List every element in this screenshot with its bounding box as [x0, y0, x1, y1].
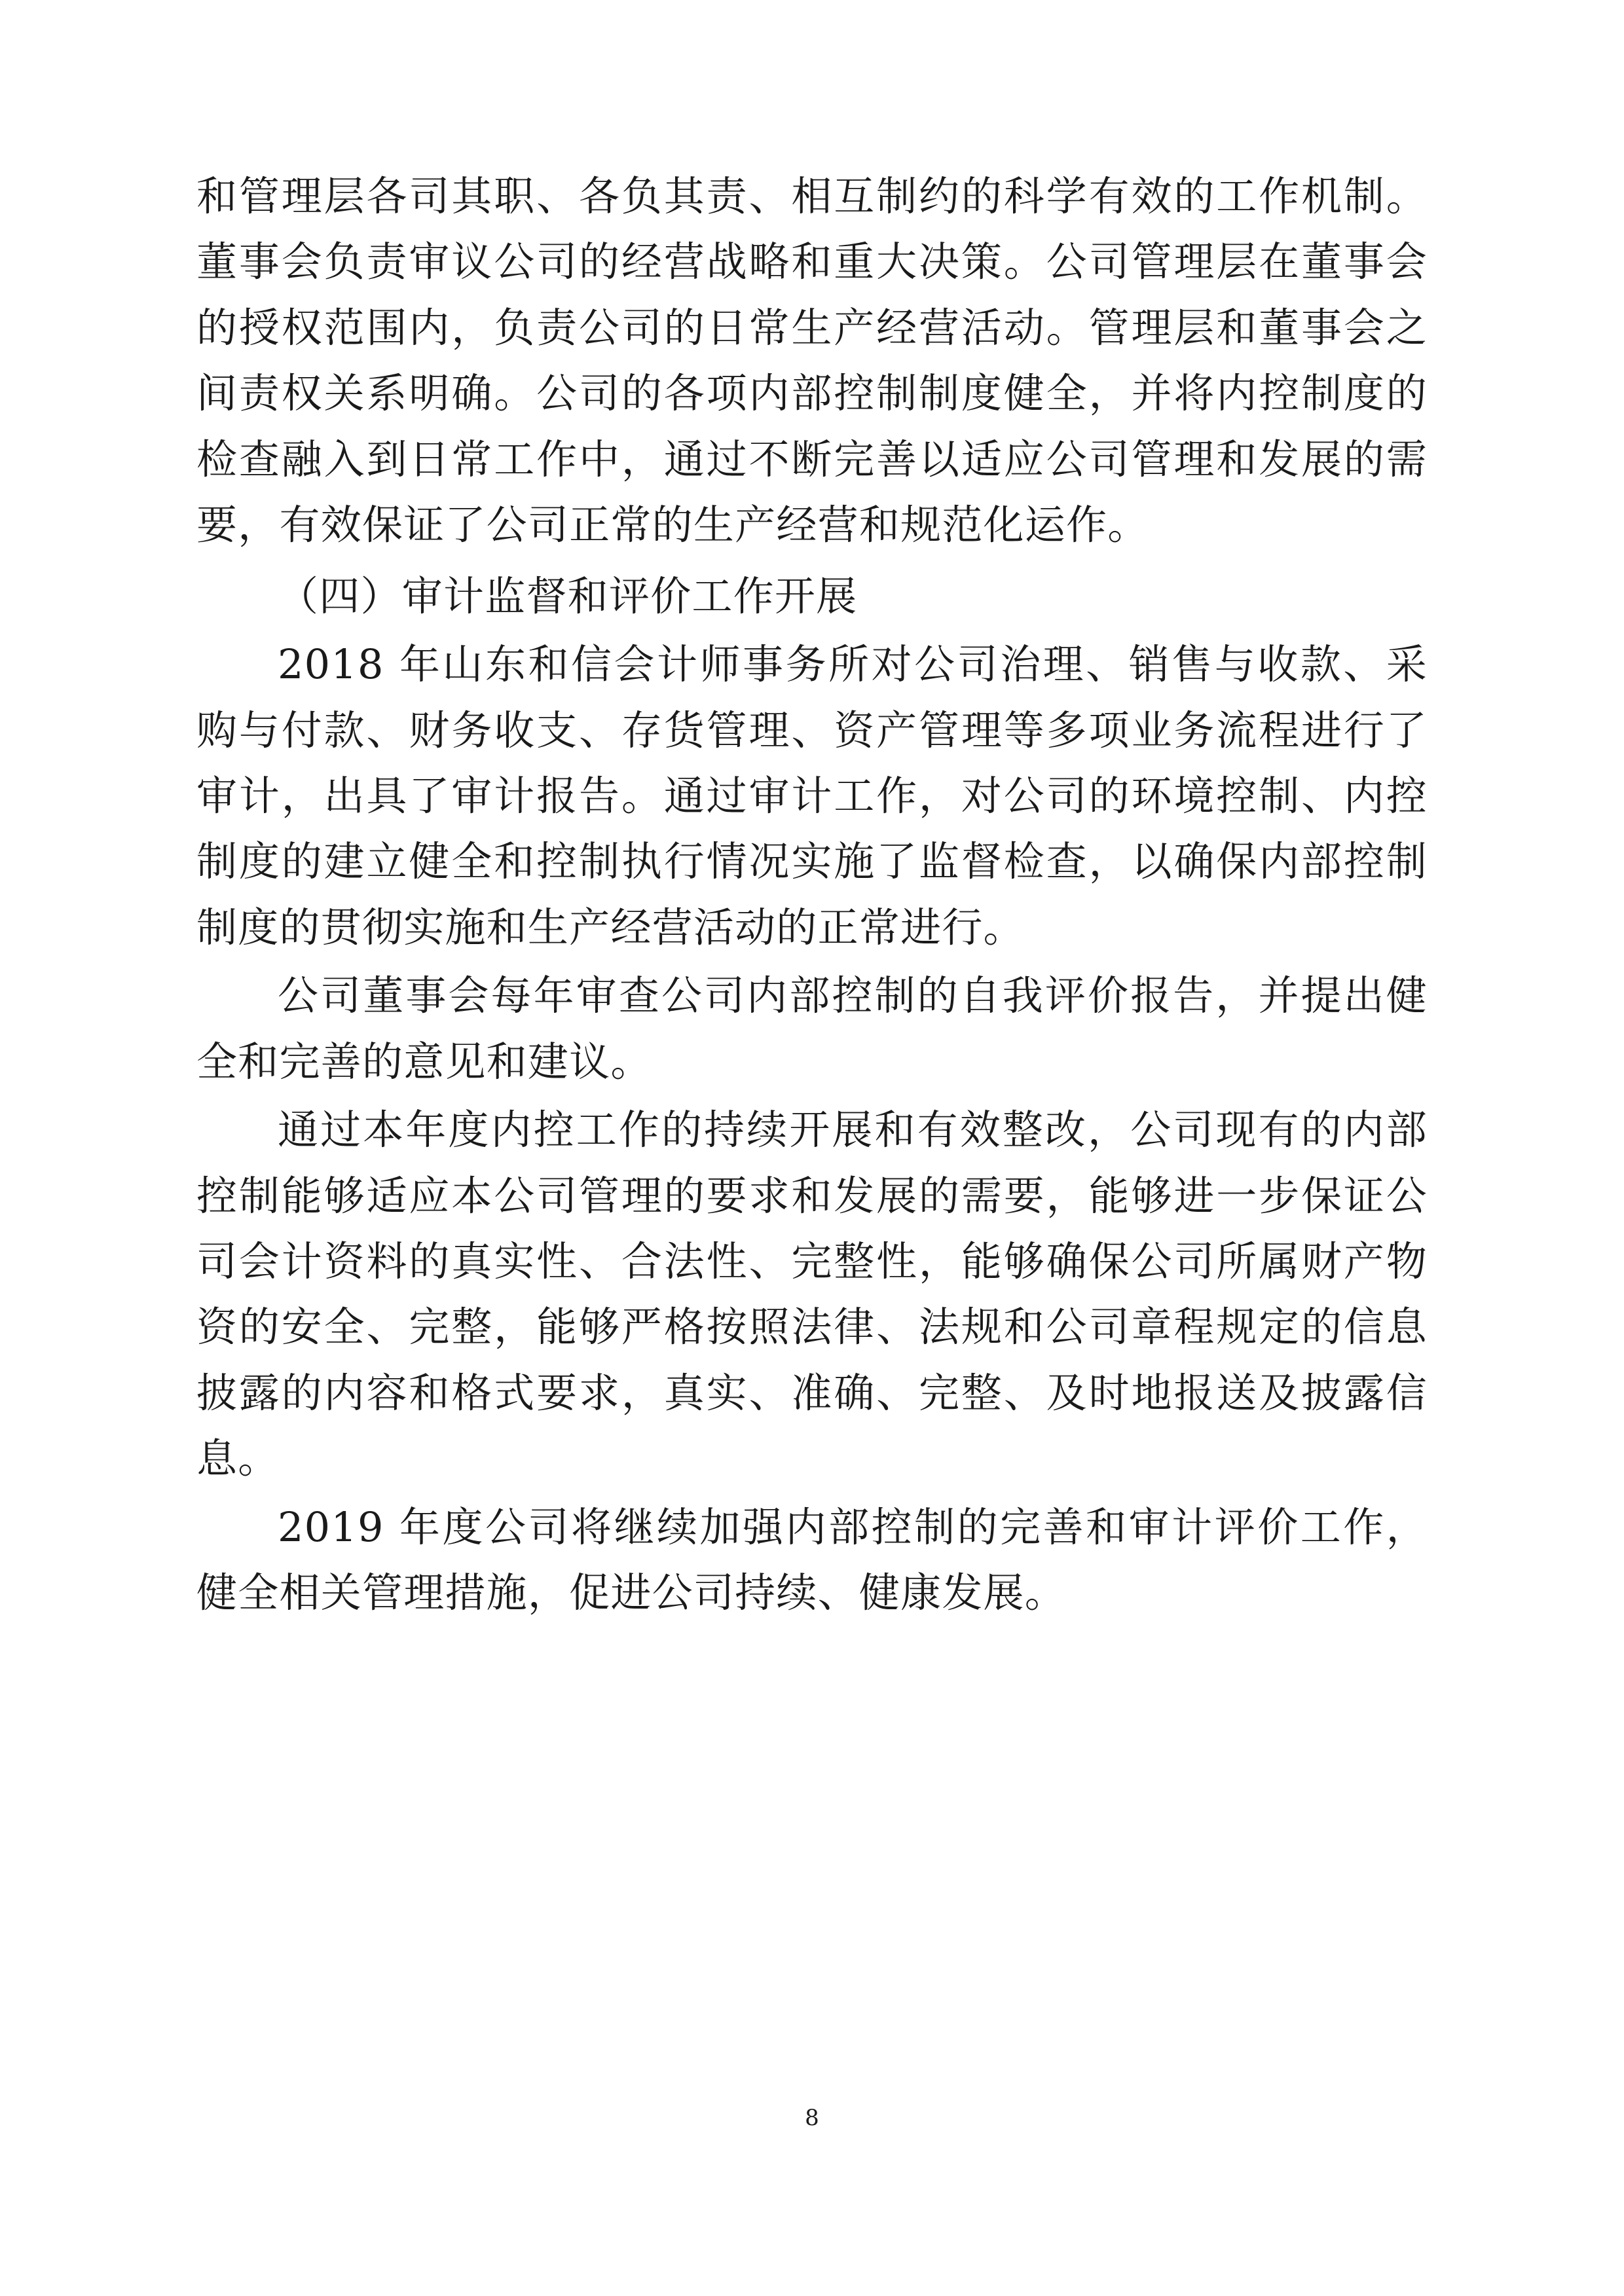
paragraph: 2018 年山东和信会计师事务所对公司治理、销售与收款、采购与付款、财务收支、存货管理、资产管理等多项业务流程进行了审计，出具了审计报告。通过审计工作，对公司的环境控制、内控制度的建立健全和控制执行情况实施了监督检查，以确保内部控制制度的贯彻实施和生产经营活动的正常进行。 [196, 640, 1428, 951]
paragraph: 2019 年度公司将继续加强内部控制的完善和审计评价工作，健全相关管理措施，促进公司持续、健康发展。 [196, 1503, 1428, 1617]
section-heading: （四）审计监督和评价工作开展 [278, 572, 858, 620]
paragraph: 和管理层各司其职、各负其责、相互制约的科学有效的工作机制。董事会负责审议公司的经营战略和重大决策。公司管理层在董事会的授权范围内，负责公司的日常生产经营活动。管理层和董事会之间责权关系明确。公司的各项内部控制制度健全，并将内控制度的检查融入到日常工作中，通过不断完善以适应公司管理和发展的需要，有效保证了公司正常的生产经营和规范化运作。 [196, 172, 1428, 549]
paragraph: 通过本年度内控工作的持续开展和有效整改，公司现有的内部控制能够适应本公司管理的要求和发展的需要，能够进一步保证公司会计资料的真实性、合法性、完整性，能够确保公司所属财产物资的安全、完整，能够严格按照法律、法规和公司章程规定的信息披露的内容和格式要求，真实、准确、完整、及时地报送及披露信息。 [196, 1106, 1428, 1483]
paragraph: 公司董事会每年审查公司内部控制的自我评价报告，并提出健全和完善的意见和建议。 [196, 972, 1428, 1085]
document-body [196, 164, 1428, 1629]
page-number: 8 [805, 2105, 819, 2131]
